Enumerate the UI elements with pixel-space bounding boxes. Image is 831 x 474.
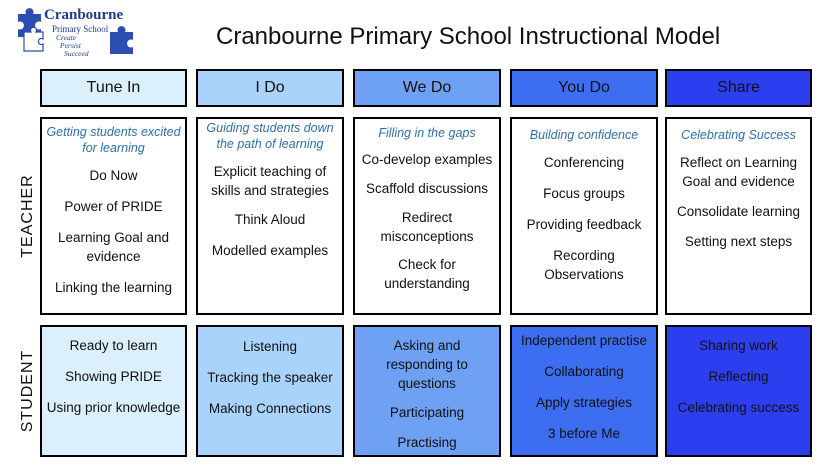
list-item: Listening — [242, 339, 298, 354]
list-item: Conferencing — [543, 155, 625, 170]
logo-subtitle: Primary School — [52, 24, 109, 34]
teacher-row-label — [17, 117, 39, 315]
header-share: Share — [665, 69, 812, 107]
header-tune-in: Tune In — [40, 69, 187, 107]
list-item: 3 before Me — [547, 426, 621, 441]
student-row-label — [17, 325, 39, 457]
list-item: Apply strategies — [535, 395, 633, 410]
teacher-label: TEACHER — [19, 174, 36, 258]
list-item: Focus groups — [543, 186, 625, 201]
teacher-heading: Building confidence — [529, 128, 639, 142]
header-we-do: We Do — [353, 69, 501, 107]
list-item: Showing PRIDE — [65, 369, 162, 384]
list-item: Scaffold discussions — [365, 181, 489, 196]
list-item: Co-develop examples — [361, 152, 493, 167]
list-item: Explicit teaching of skills and strategies — [211, 164, 329, 198]
list-item: Check for understanding — [384, 257, 470, 291]
list-item: Redirect misconceptions — [380, 210, 474, 244]
teacher-heading: Guiding students down the path of learning — [206, 121, 334, 151]
student-cell-we-do — [353, 325, 501, 457]
student-cell-share — [665, 325, 812, 457]
student-cell-you-do — [510, 325, 658, 457]
list-item: Participating — [389, 405, 465, 420]
list-item: Collaborating — [544, 364, 624, 379]
school-logo — [14, 4, 144, 56]
list-item: Power of PRIDE — [64, 199, 163, 214]
page-title: Cranbourne Primary School Instructional Model — [216, 23, 721, 50]
list-item: Practising — [397, 435, 457, 450]
list-item: Linking the learning — [54, 280, 173, 295]
list-item: Ready to learn — [69, 338, 158, 353]
teacher-cell-tune-in — [40, 117, 187, 315]
student-cell-tune-in — [40, 325, 187, 457]
teacher-heading: Getting students excited for learning — [46, 125, 181, 155]
list-item: Providing feedback — [526, 217, 642, 232]
list-item: Think Aloud — [234, 212, 306, 227]
list-item: Recording Observations — [544, 248, 624, 282]
teacher-cell-we-do — [353, 117, 501, 315]
teacher-heading: Filling in the gaps — [378, 126, 476, 140]
list-item: Asking and responding to questions — [386, 338, 468, 391]
teacher-heading: Celebrating Success — [681, 128, 796, 142]
list-item: Sharing work — [699, 338, 778, 353]
list-item: Tracking the speaker — [207, 370, 333, 385]
list-item: Celebrating success — [677, 400, 800, 415]
header-you-do: You Do — [510, 69, 658, 107]
teacher-cell-i-do — [196, 117, 344, 315]
teacher-cell-you-do — [510, 117, 658, 315]
list-item: Consolidate learning — [676, 204, 801, 219]
motto-word: Create — [56, 33, 77, 42]
logo-motto — [56, 34, 89, 58]
list-item: Using prior knowledge — [46, 400, 181, 415]
list-item: Independent practise — [520, 333, 648, 348]
motto-word: Succeed — [64, 49, 89, 58]
logo-name: Cranbourne — [44, 7, 124, 23]
header-i-do: I Do — [196, 69, 344, 107]
teacher-cell-share — [665, 117, 812, 315]
list-item: Do Now — [89, 168, 138, 183]
list-item: Learning Goal and evidence — [57, 230, 170, 264]
list-item: Making Connections — [208, 401, 332, 416]
list-item: Reflecting — [708, 369, 769, 384]
student-cell-i-do — [196, 325, 344, 457]
list-item: Modelled examples — [211, 243, 329, 258]
student-label: STUDENT — [19, 349, 36, 433]
motto-word: Persist — [60, 41, 81, 50]
list-item: Reflect on Learning Goal and evidence — [679, 155, 798, 189]
list-item: Setting next steps — [684, 234, 793, 249]
